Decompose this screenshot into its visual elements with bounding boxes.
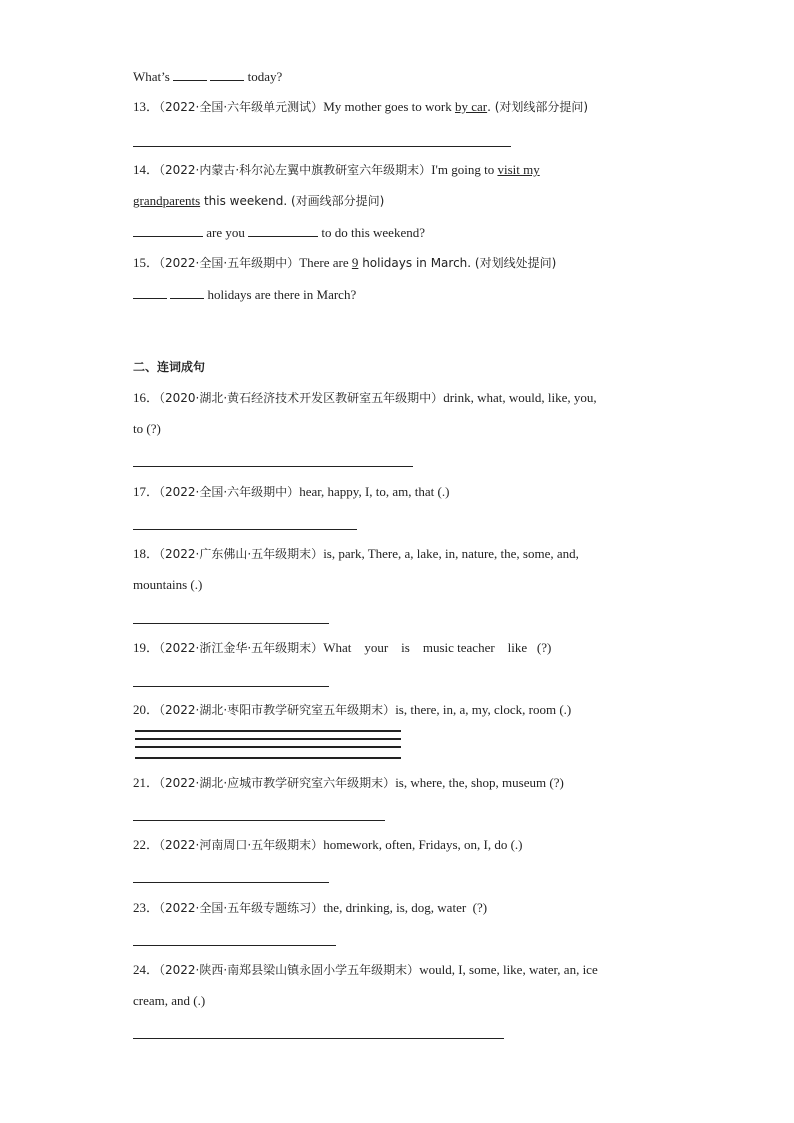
- answer-line[interactable]: [133, 146, 511, 147]
- question-16: 16．（2020·湖北·黄石经济技术开发区教研室五年级期中）drink, what, would, like, you,: [133, 390, 597, 405]
- section-heading: 二、连词成句: [133, 360, 206, 374]
- answer-line[interactable]: [135, 730, 401, 732]
- question-24: 24．（2022·陕西·南郑县梁山镇永固小学五年级期末）would, I, some, like, water, an, ice: [133, 962, 598, 977]
- answer-line[interactable]: [133, 1038, 504, 1039]
- question-18-cont: mountains (.): [133, 577, 203, 592]
- answer-line[interactable]: [135, 757, 401, 759]
- answer-line[interactable]: [135, 738, 401, 740]
- blank[interactable]: [173, 68, 207, 81]
- q14-answer-line: are you to do this weekend?: [133, 224, 425, 240]
- blank[interactable]: [170, 286, 204, 299]
- blank[interactable]: [248, 224, 318, 237]
- answer-line[interactable]: [133, 466, 413, 467]
- answer-line[interactable]: [133, 945, 336, 946]
- q15-answer-line: holidays are there in March?: [133, 286, 356, 302]
- blank[interactable]: [133, 224, 203, 237]
- question-13: 13．（2022·全国·六年级单元测试）My mother goes to work by car. (对划线部分提问): [133, 99, 589, 114]
- question-19: 19．（2022·浙江金华·五年级期末）What your is music teacher like (?): [133, 640, 552, 655]
- question-22: 22．（2022·河南周口·五年级期末）homework, often, Fridays, on, I, do (.): [133, 837, 523, 852]
- question-18: 18．（2022·广东佛山·五年级期末）is, park, There, a, lake, in, nature, the, some, and,: [133, 546, 579, 561]
- answer-line[interactable]: [133, 529, 357, 530]
- blank[interactable]: [210, 68, 244, 81]
- question-20: 20．（2022·湖北·枣阳市教学研究室五年级期末）is, there, in, a, my, clock, room (.): [133, 702, 572, 717]
- question-24-cont: cream, and (.): [133, 993, 206, 1008]
- question-17: 17．（2022·全国·六年级期中）hear, happy, I, to, am, that (.): [133, 484, 450, 499]
- answer-line[interactable]: [133, 882, 329, 883]
- question-23: 23．（2022·全国·五年级专题练习）the, drinking, is, dog, water (?): [133, 900, 488, 915]
- q12-answer-line: What’s today?: [133, 69, 283, 84]
- question-14: 14．（2022·内蒙古·科尔沁左翼中旗教研室六年级期末）I'm going to visit my: [133, 162, 540, 177]
- answer-line[interactable]: [133, 686, 329, 687]
- question-16-cont: to (?): [133, 421, 161, 436]
- answer-line[interactable]: [133, 623, 329, 624]
- question-21: 21．（2022·湖北·应城市教学研究室六年级期末）is, where, the, shop, museum (?): [133, 775, 564, 790]
- question-15: 15．（2022·全国·五年级期中）There are 9 holidays in March. (对划线处提问): [133, 255, 557, 270]
- answer-line[interactable]: [135, 746, 401, 748]
- answer-line[interactable]: [133, 820, 385, 821]
- blank[interactable]: [133, 286, 167, 299]
- question-14-cont: grandparents this weekend. (对画线部分提问): [133, 193, 385, 208]
